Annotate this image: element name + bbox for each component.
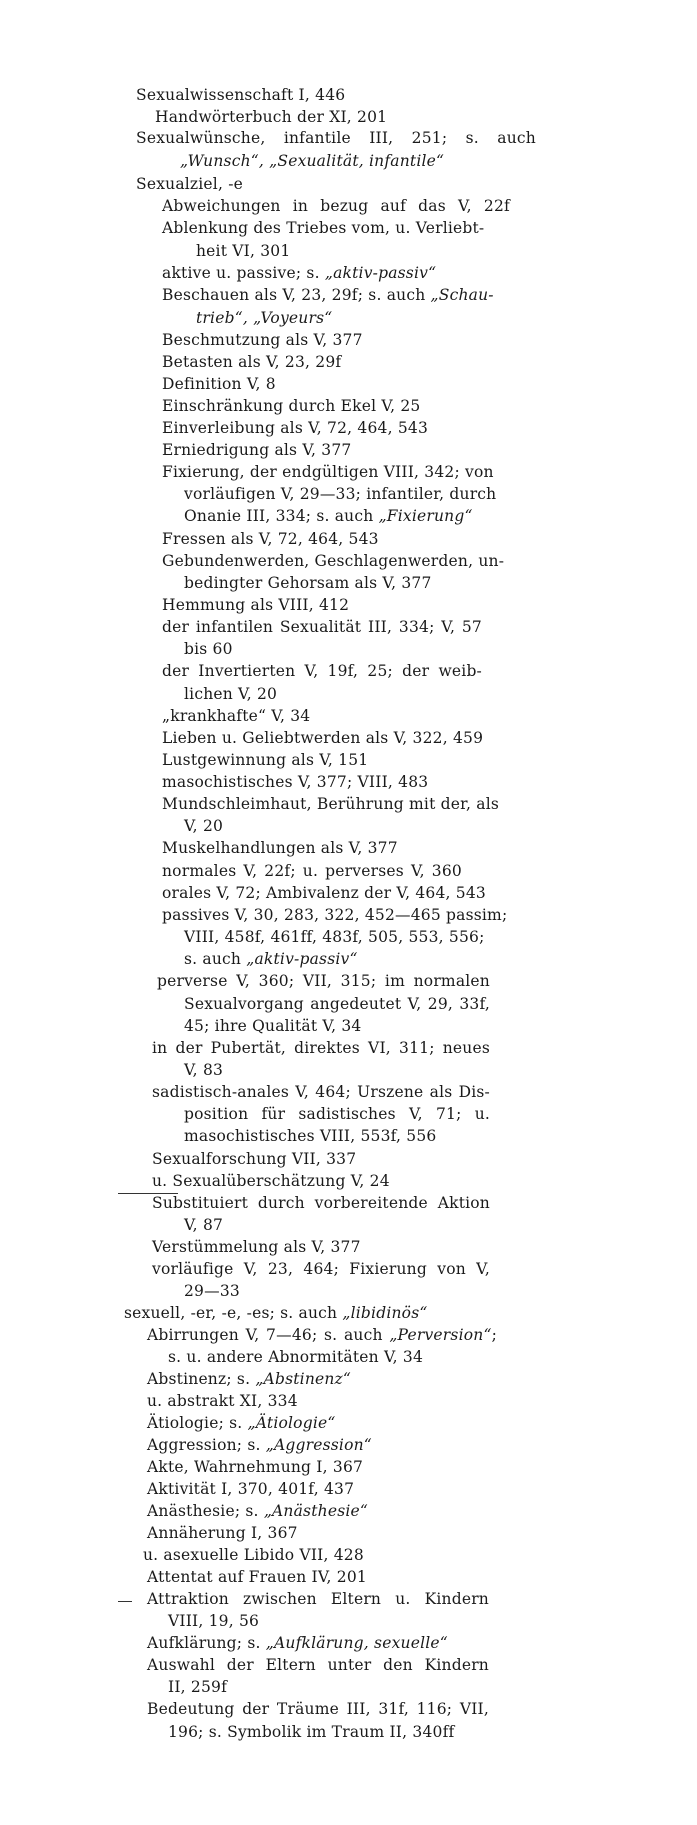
entry-text: position für sadistisches V, 71; u. xyxy=(184,1105,490,1123)
entry-text: Anästhesie; s. xyxy=(147,1502,264,1520)
index-entry-line xyxy=(162,532,379,548)
index-entry-line xyxy=(184,509,473,525)
index-entry-line xyxy=(124,1306,427,1322)
index-entry-line xyxy=(147,1636,448,1652)
entry-text: masochistisches VIII, 553f, 556 xyxy=(184,1127,437,1145)
entry-text: Sexualvorgang angedeutet V, 29, 33f, xyxy=(184,995,490,1013)
index-entry-line xyxy=(147,1570,367,1586)
index-entry-line xyxy=(162,709,310,725)
entry-text: Sexualwünsche, infantile III, 251; s. auch xyxy=(136,129,536,147)
index-entry-line xyxy=(162,598,349,614)
index-entry-line xyxy=(162,333,363,349)
entry-text: in der Pubertät, direktes VI, 311; neues xyxy=(152,1039,490,1057)
index-entry-line xyxy=(184,819,223,835)
entry-text: Mundschleimhaut, Berührung mit der, als xyxy=(162,795,500,813)
entry-text: V, 87 xyxy=(184,1216,224,1234)
entry-text: VIII, 458f, 461ff, 483f, 505, 553, 556; xyxy=(184,928,485,946)
index-entry-line xyxy=(147,1702,489,1718)
entry-text: Beschauen als V, 23, 29f; s. auch xyxy=(162,286,431,304)
entry-text: aktive u. passive; s. xyxy=(162,264,325,282)
cross-reference: „Perversion“ xyxy=(389,1326,492,1344)
index-entry-line xyxy=(162,266,436,282)
margin-rule xyxy=(118,1193,178,1194)
entry-text: Abirrungen V, 7—46; s. auch xyxy=(147,1326,390,1344)
index-entry-line xyxy=(152,1262,490,1278)
entry-text: Sexualforschung VII, 337 xyxy=(152,1150,357,1168)
entry-text: der Invertierten V, 19f, 25; der weib- xyxy=(162,662,482,680)
entry-text: perverse V, 360; VII, 315; im normalen xyxy=(157,972,490,990)
entry-text: masochistisches V, 377; VIII, 483 xyxy=(162,773,429,791)
index-entry-line xyxy=(147,1372,351,1388)
entry-text: s. u. andere Abnormitäten V, 34 xyxy=(168,1348,424,1366)
entry-text: Abweichungen in bezug auf das V, 22f xyxy=(162,197,510,215)
entry-text: Fixierung, der endgültigen VIII, 342; von xyxy=(162,463,494,481)
index-entry-line xyxy=(162,908,507,924)
index-entry-line xyxy=(147,1592,489,1608)
cross-reference: „libidinös“ xyxy=(342,1304,428,1322)
index-entry-line xyxy=(162,221,484,237)
entry-text: s. auch xyxy=(184,950,247,968)
entry-text: lichen V, 20 xyxy=(184,685,278,703)
index-entry-line xyxy=(155,110,387,126)
entry-text: u. Sexualüberschätzung V, 24 xyxy=(152,1172,390,1190)
index-entry-line xyxy=(162,377,276,393)
entry-text: Lieben u. Geliebtwerden als V, 322, 459 xyxy=(162,729,484,747)
index-entry-line xyxy=(152,1152,356,1168)
entry-text: Fressen als V, 72, 464, 543 xyxy=(162,530,379,548)
entry-text: sadistisch-anales V, 464; Urszene als Dis- xyxy=(152,1083,490,1101)
index-entry-line xyxy=(162,355,341,371)
entry-text: „krankhafte“ V, 34 xyxy=(162,707,311,725)
index-entry-line xyxy=(162,797,499,813)
entry-text: u. abstrakt XI, 334 xyxy=(147,1392,298,1410)
entry-text: Attraktion zwischen Eltern u. Kindern xyxy=(147,1590,489,1608)
entry-text: Erniedrigung als V, 377 xyxy=(162,441,352,459)
margin-rule-short xyxy=(118,1601,132,1602)
entry-text: vorläufigen V, 29—33; infantiler, durch xyxy=(184,485,497,503)
entry-text: V, 20 xyxy=(184,817,224,835)
cross-reference: „Aufklärung, sexuelle“ xyxy=(265,1634,448,1652)
entry-text: VIII, 19, 56 xyxy=(168,1612,260,1630)
index-entry-line xyxy=(147,1394,298,1410)
entry-text: der infantilen Sexualität III, 334; V, 57 xyxy=(162,618,482,636)
index-entry-line xyxy=(147,1658,489,1674)
index-entry-line xyxy=(196,244,290,260)
entry-text: Onanie III, 334; s. auch xyxy=(184,507,379,525)
entry-text: bis 60 xyxy=(184,640,233,658)
entry-text: Einschränkung durch Ekel V, 25 xyxy=(162,397,421,415)
index-entry-line xyxy=(162,664,482,680)
entry-text: Aufklärung; s. xyxy=(147,1634,266,1652)
index-entry-line xyxy=(184,1107,490,1123)
cross-reference: „Wunsch“, „Sexualität, infantile“ xyxy=(180,152,445,170)
entry-text: Aktivität I, 370, 401f, 437 xyxy=(147,1480,355,1498)
index-entry-line xyxy=(143,1548,364,1564)
index-entry-line xyxy=(162,465,494,481)
cross-reference: trieb“, „Voyeurs“ xyxy=(196,309,333,327)
index-entry-line xyxy=(147,1328,497,1344)
entry-text: Hemmung als VIII, 412 xyxy=(162,596,350,614)
index-entry-line xyxy=(168,1614,259,1630)
entry-text: Abstinenz; s. xyxy=(147,1370,256,1388)
index-entry-line xyxy=(162,399,420,415)
index-entry-line xyxy=(184,930,485,946)
entry-text: Lustgewinnung als V, 151 xyxy=(162,751,369,769)
entry-text: Sexualziel, -e xyxy=(136,175,244,193)
entry-text: heit VI, 301 xyxy=(196,242,291,260)
entry-text: II, 259f xyxy=(168,1678,228,1696)
index-entry-line xyxy=(180,154,444,170)
index-entry-line xyxy=(152,1041,490,1057)
index-entry-line xyxy=(136,131,536,147)
entry-text: Definition V, 8 xyxy=(162,375,276,393)
index-entry-line xyxy=(162,841,398,857)
index-entry-line xyxy=(168,1680,227,1696)
entry-text: Sexualwissenschaft I, 446 xyxy=(136,86,346,104)
entry-text: Attentat auf Frauen IV, 201 xyxy=(147,1568,367,1586)
index-entry-line xyxy=(152,1174,390,1190)
index-entry-line xyxy=(162,886,486,902)
index-entry-line xyxy=(162,864,462,880)
index-entry-line xyxy=(136,88,345,104)
entry-text: Betasten als V, 23, 29f xyxy=(162,353,342,371)
index-entry-line xyxy=(162,288,494,304)
index-entry-line xyxy=(162,199,510,215)
index-entry-line xyxy=(162,731,483,747)
entry-text: Muskelhandlungen als V, 377 xyxy=(162,839,398,857)
entry-text: Annäherung I, 367 xyxy=(147,1524,298,1542)
index-entry-line xyxy=(136,177,243,193)
entry-text: vorläufige V, 23, 464; Fixierung von V, xyxy=(152,1260,490,1278)
index-entry-line xyxy=(184,1019,361,1035)
entry-text: Handwörterbuch der XI, 201 xyxy=(155,108,388,126)
entry-text: Auswahl der Eltern unter den Kindern xyxy=(147,1656,489,1674)
index-entry-line xyxy=(147,1438,372,1454)
cross-reference: „Anästhesie“ xyxy=(263,1502,369,1520)
index-entry-line xyxy=(168,1725,454,1741)
cross-reference: „Abstinenz“ xyxy=(255,1370,352,1388)
index-entry-line xyxy=(147,1504,368,1520)
index-entry-line xyxy=(152,1085,490,1101)
entry-text: Akte, Wahrnehmung I, 367 xyxy=(147,1458,364,1476)
index-entry-line xyxy=(162,554,504,570)
index-entry-line xyxy=(184,952,358,968)
entry-text: orales V, 72; Ambivalenz der V, 464, 543 xyxy=(162,884,486,902)
entry-text: Aggression; s. xyxy=(147,1436,266,1454)
entry-text: Gebundenwerden, Geschlagenwerden, un- xyxy=(162,552,505,570)
index-entry-line xyxy=(147,1460,363,1476)
index-entry-line xyxy=(157,974,490,990)
index-entry-line xyxy=(184,576,432,592)
index-entry-line xyxy=(147,1482,354,1498)
index-entry-line xyxy=(147,1526,298,1542)
entry-text: bedingter Gehorsam als V, 377 xyxy=(184,574,432,592)
entry-text: V, 83 xyxy=(184,1061,224,1079)
cross-reference: „Aggression“ xyxy=(265,1436,372,1454)
entry-text: u. asexuelle Libido VII, 428 xyxy=(143,1546,364,1564)
index-entry-line xyxy=(184,1129,436,1145)
cross-reference: „Fixierung“ xyxy=(378,507,473,525)
index-entry-line xyxy=(184,997,490,1013)
entry-text: ; xyxy=(491,1326,497,1344)
entry-text: Substituiert durch vorbereitende Aktion xyxy=(152,1194,490,1212)
entry-text: Beschmutzung als V, 377 xyxy=(162,331,363,349)
index-entry-line xyxy=(184,687,277,703)
entry-text: Ablenkung des Triebes vom, u. Verliebt- xyxy=(162,219,485,237)
cross-reference: „Ätiologie“ xyxy=(247,1414,336,1432)
entry-text: Einverleibung als V, 72, 464, 543 xyxy=(162,419,429,437)
index-entry-line xyxy=(162,620,482,636)
index-entry-line xyxy=(162,775,428,791)
index-entry-line xyxy=(196,311,332,327)
index-entry-line xyxy=(184,1284,240,1300)
entry-text: passives V, 30, 283, 322, 452—465 passim; xyxy=(162,906,508,924)
entry-text: 29—33 xyxy=(184,1282,240,1300)
entry-text: sexuell, -er, -e, -es; s. auch xyxy=(124,1304,343,1322)
cross-reference: „aktiv-passiv“ xyxy=(246,950,358,968)
entry-text: Verstümmelung als V, 377 xyxy=(152,1238,361,1256)
index-entry-line xyxy=(184,1063,223,1079)
index-entry-line xyxy=(162,753,368,769)
entry-text: Ätiologie; s. xyxy=(147,1414,248,1432)
index-entry-line xyxy=(152,1240,361,1256)
index-entry-line xyxy=(162,443,351,459)
index-entry-line xyxy=(152,1196,490,1212)
entry-text: Bedeutung der Träume III, 31f, 116; VII, xyxy=(147,1700,489,1718)
entry-text: normales V, 22f; u. perverses V, 360 xyxy=(162,862,462,880)
index-entry-line xyxy=(184,642,233,658)
cross-reference: „aktiv-passiv“ xyxy=(324,264,437,282)
index-entry-line xyxy=(184,487,496,503)
index-entry-line xyxy=(168,1350,423,1366)
cross-reference: „Schau- xyxy=(430,286,494,304)
entry-text: 196; s. Symbolik im Traum II, 340ff xyxy=(168,1723,455,1741)
index-entry-line xyxy=(162,421,428,437)
index-entry-line xyxy=(184,1218,223,1234)
entry-text: 45; ihre Qualität V, 34 xyxy=(184,1017,362,1035)
index-entry-line xyxy=(147,1416,335,1432)
